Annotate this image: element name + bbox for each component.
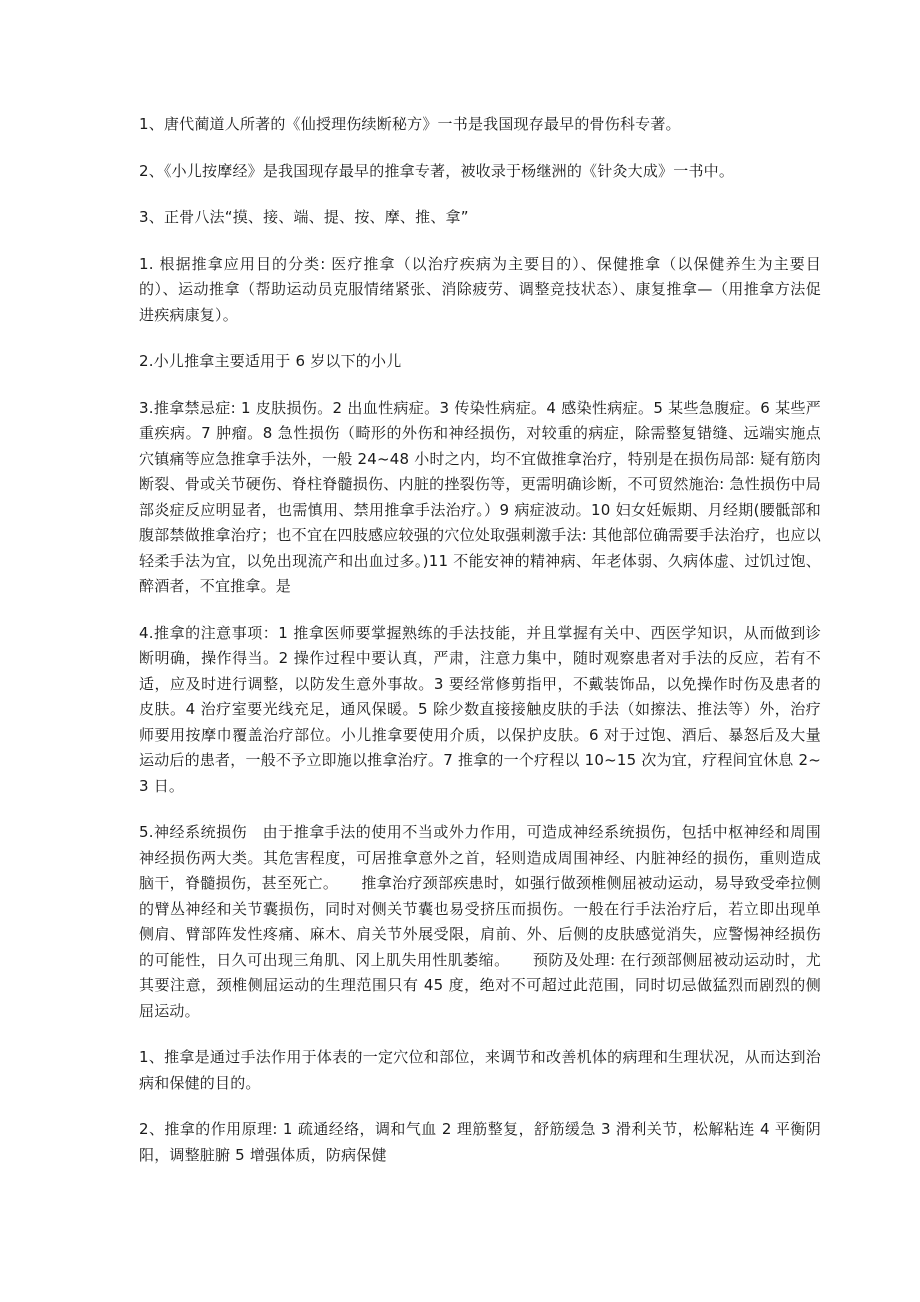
paragraph-6: 3.推拿禁忌症: 1 皮肤损伤。2 出血性病症。3 传染性病症。4 感染性病症。5 某些急腹症。6 某些严重疾病。7 肿瘤。8 急性损伤（畸形的外伤和神经损伤，对较重的病症，除需整复错缝、远端实施点穴镇痛等应急推拿手法外，一般 24~48 小时之内，均不宜做推拿治疗，特别是在损伤局部: 疑有筋肉断裂、骨或关节硬伤、脊柱脊髓损伤、内脏的挫裂伤等，更需明确诊断，不可贸然施治: 急性损伤中局部炎症反应明显者，也需慎用、禁用推拿手法治疗。）9 病症波动。10 妇女妊娠期、月经期(腰骶部和腹部禁做推拿治疗；也不宜在四肢感应较强的穴位处取强刺激手法: 其他部位确需要手法治疗，也应以轻柔手法为宜，以免出现流产和出血过多。)11 不能安神的精神病、年老体弱、久病体虚、过饥过饱、醉酒者，不宜推拿。是 [139, 398, 821, 595]
paragraph-7: 4.推拿的注意事项：1 推拿医师要掌握熟练的手法技能，并且掌握有关中、西医学知识，从而做到诊断明确，操作得当。2 操作过程中要认真，严肃，注意力集中，随时观察患者对手法的反应，若有不适，应及时进行调整，以防发生意外事故。3 要经常修剪指甲，不戴装饰品，以免操作时伤及患者的皮肤。4 治疗室要光线充足，通风保暖。5 除少数直接接触皮肤的手法（如擦法、推法等）外，治疗师要用按摩巾覆盖治疗部位。小儿推拿要使用介质，以保护皮肤。6 对于过饱、酒后、暴怒后及大量运动后的患者，一般不予立即施以推拿治疗。7 推拿的一个疗程以 10~15 次为宜，疗程间宜休息 2~3 日。 [139, 623, 821, 795]
paragraph-5: 2.小儿推拿主要适用于 6 岁以下的小儿 [139, 352, 402, 370]
paragraph-2: 2、《小儿按摩经》是我国现存最早的推拿专著，被收录于杨继洲的《针灸大成》一书中。 [139, 161, 735, 180]
paragraph-8: 5.神经系统损伤 由于推拿手法的使用不当或外力作用，可造成神经系统损伤，包括中枢神经和周围神经损伤两大类。其危害程度，可居推拿意外之首，轻则造成周围神经、内脏神经的损伤，重则造成脑干，脊髓损伤，甚至死亡。 推拿治疗颈部疾患时，如强行做颈椎侧屈被动运动，易导致受牵拉侧的臂丛神经和关节囊损伤，同时对侧关节囊也易受挤压而损伤。一般在行手法治疗后，若立即出现单侧肩、臂部阵发性疼痛、麻木、肩关节外展受限，肩前、外、后侧的皮肤感觉消失，应警惕神经损伤的可能性，日久可出现三角肌、冈上肌失用性肌萎缩。 预防及处理: 在行颈部侧屈被动运动时，尤其要注意，颈椎侧屈运动的生理范围只有 45 度，绝对不可超过此范围，同时切忌做猛烈而剧烈的侧屈运动。 [139, 823, 821, 1020]
paragraph-4: 1. 根据推拿应用目的分类: 医疗推拿（以治疗疾病为主要目的）、保健推拿（以保健养生为主要目的）、运动推拿（帮助运动员克服情绪紧张、消除疲劳、调整竞技状态）、康复推拿—（用推拿方法促进疾病康复）。 [139, 254, 821, 324]
paragraph-1: 1、唐代蔺道人所著的《仙授理伤续断秘方》一书是我国现存最早的骨伤科专著。 [139, 115, 681, 133]
paragraph-10: 2、推拿的作用原理: 1 疏通经络，调和气血 2 理筋整复，舒筋缓急 3 滑利关节，松解粘连 4 平衡阴阳，调整脏腑 5 增强体质，防病保健 [139, 1120, 821, 1164]
paragraph-3: 3、正骨八法“摸、接、端、提、按、摩、推、拿” [139, 208, 469, 226]
paragraph-9: 1、推拿是通过手法作用于体表的一定穴位和部位，来调节和改善机体的病理和生理状况，从而达到治病和保健的目的。 [139, 1048, 821, 1092]
document-body [139, 112, 821, 1189]
